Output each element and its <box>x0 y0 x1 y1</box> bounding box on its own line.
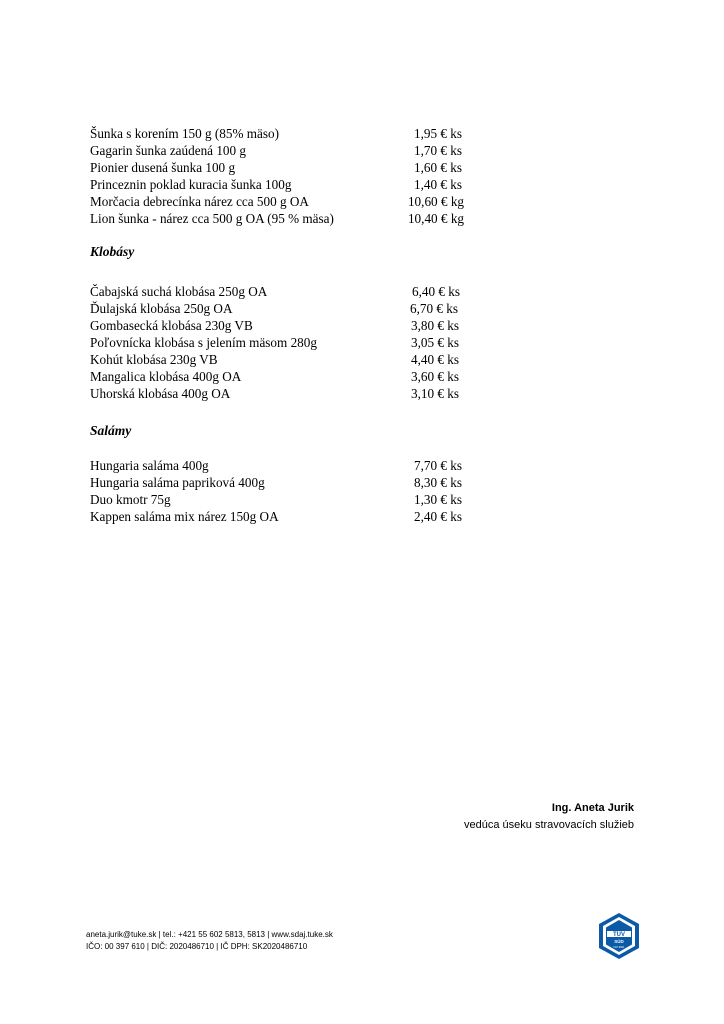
item-price: 3,10 € ks <box>411 386 459 401</box>
item-name: Duo kmotr 75g <box>90 492 171 507</box>
item-price: 10,60 € kg <box>407 194 464 209</box>
item-name: Princeznin poklad kuracia šunka 100g <box>90 177 292 192</box>
item-price: 3,60 € ks <box>411 369 459 384</box>
item-name: Poľovnícka klobása s jelením mäsom 280g <box>90 335 317 350</box>
item-name: Mangalica klobása 400g OA <box>90 369 242 384</box>
item-name: Lion šunka - nárez cca 500 g OA (95 % mäsa) <box>90 211 334 226</box>
item-name: Hungaria saláma papriková 400g <box>90 475 265 490</box>
footer-contact-line: aneta.jurik@tuke.sk | tel.: +421 55 602 5813, 5813 | www.sdaj.tuke.sk <box>86 930 333 939</box>
signatory-name: Ing. Aneta Jurik <box>551 802 634 814</box>
item-name: Hungaria saláma 400g <box>90 458 209 473</box>
svg-text:ISO 9001: ISO 9001 <box>613 946 625 949</box>
signatory-role: vedúca úseku stravovacích služieb <box>464 819 634 831</box>
item-price: 6,70 € ks <box>410 301 458 316</box>
item-name: Gombasecká klobása 230g VB <box>90 318 253 333</box>
svg-text:SÜD: SÜD <box>614 939 624 944</box>
item-price: 10,40 € kg <box>407 211 464 226</box>
item-price: 8,30 € ks <box>414 475 462 490</box>
svg-text:TÜV: TÜV <box>613 932 625 938</box>
item-price: 4,40 € ks <box>411 352 459 367</box>
item-name: Ďulajská klobása 250g OA <box>90 301 233 316</box>
item-price: 2,40 € ks <box>414 509 462 524</box>
item-price: 1,95 € ks <box>414 126 462 141</box>
item-name: Kappen saláma mix nárez 150g OA <box>90 509 279 524</box>
tuv-sud-logo-icon <box>596 912 642 960</box>
item-price: 1,70 € ks <box>414 143 462 158</box>
section-heading-klobasy: Klobásy <box>90 244 135 259</box>
item-price: 3,80 € ks <box>411 318 459 333</box>
item-name: Uhorská klobása 400g OA <box>90 386 231 401</box>
item-price: 6,40 € ks <box>412 284 460 299</box>
item-name: Čabajská suchá klobása 250g OA <box>90 284 268 299</box>
item-price: 1,30 € ks <box>414 492 462 507</box>
item-name: Morčacia debrecínka nárez cca 500 g OA <box>90 194 309 209</box>
item-price: 1,40 € ks <box>414 177 462 192</box>
section-heading-salamy: Salámy <box>90 423 132 438</box>
item-price: 3,05 € ks <box>411 335 459 350</box>
item-name: Gagarin šunka zaúdená 100 g <box>90 143 246 158</box>
item-name: Pionier dusená šunka 100 g <box>90 160 236 175</box>
footer-registration-line: IČO: 00 397 610 | DIČ: 2020486710 | IČ DPH: SK2020486710 <box>86 942 308 951</box>
item-name: Kohút klobása 230g VB <box>90 352 218 367</box>
item-price: 7,70 € ks <box>414 458 462 473</box>
item-price: 1,60 € ks <box>414 160 462 175</box>
item-name: Šunka s korením 150 g (85% mäso) <box>90 126 279 141</box>
